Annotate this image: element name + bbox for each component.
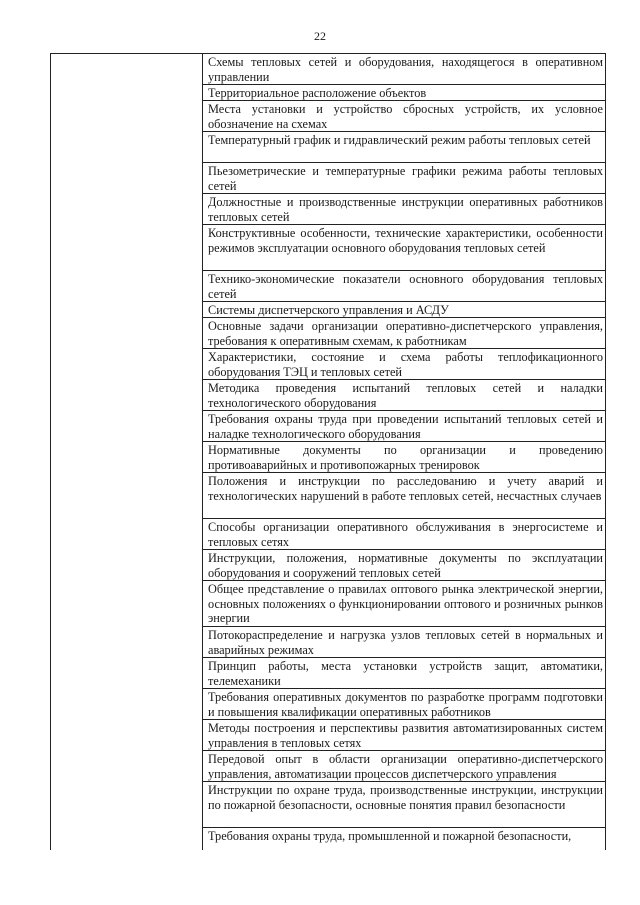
knowledge-table [50, 53, 606, 850]
table-row: Требования оперативных документов по разработке программ подготовки и повышения квалификации оперативных работников [203, 689, 605, 720]
table-row: Должностные и производственные инструкции оперативных работников тепловых сетей [203, 194, 605, 225]
table-row: Территориальное расположение объектов [203, 85, 605, 101]
table-left-column [51, 54, 203, 850]
table-row: Требования охраны труда, промышленной и пожарной безопасности, [208, 829, 572, 843]
table-row: Общее представление о правилах оптового рынка электрической энергии, основных положениях о функционировании оптового и розничных рынков энергии [203, 581, 605, 627]
table-row: Принцип работы, места установки устройств защит, автоматики, телемеханики [203, 658, 605, 689]
table-row: Методика проведения испытаний тепловых сетей и наладки технологического оборудования [203, 380, 605, 411]
table-row: Методы построения и перспективы развития автоматизированных систем управления в тепловых сетях [203, 720, 605, 751]
table-row: Потокораспределение и нагрузка узлов тепловых сетей в нормальных и аварийных режимах [203, 627, 605, 658]
table-row: Положения и инструкции по расследованию и учету аварий и технологических нарушений в работе тепловых сетей, несчастных случаев [203, 473, 605, 519]
page-number: 22 [314, 29, 326, 43]
table-row: Пьезометрические и температурные графики режима работы тепловых сетей [203, 163, 605, 194]
table-row: Системы диспетчерского управления и АСДУ [203, 302, 605, 318]
table-row: Характеристики, состояние и схема работы теплофикационного оборудования ТЭЦ и тепловых сетей [203, 349, 605, 380]
table-row: Способы организации оперативного обслуживания в энергосистеме и тепловых сетях [203, 519, 605, 550]
table-row: Места установки и устройство сбросных устройств, их условное обозначение на схемах [203, 101, 605, 132]
table-row: Инструкции, положения, нормативные документы по эксплуатации оборудования и сооружений тепловых сетей [203, 550, 605, 581]
table-row: Инструкции по охране труда, производственные инструкции, инструкции по пожарной безопасности, основные понятия правил безопасности [203, 782, 605, 828]
table-row: Передовой опыт в области организации оперативно-диспетчерского управления, автоматизации процессов диспетчерского управления [203, 751, 605, 782]
table-row: Основные задачи организации оперативно-диспетчерского управления, требования к оперативным схемам, к работникам [203, 318, 605, 349]
table-row: Схемы тепловых сетей и оборудования, находящегося в оперативном управлении [203, 54, 605, 85]
table-row: Нормативные документы по организации и проведению противоаварийных и противопожарных тренировок [203, 442, 605, 473]
table-rows [203, 54, 605, 850]
table-row: Температурный график и гидравлический режим работы тепловых сетей [203, 132, 605, 163]
table-row: Конструктивные особенности, технические характеристики, особенности режимов эксплуатации основного оборудования тепловых сетей [203, 225, 605, 271]
table-row: Технико-экономические показатели основного оборудования тепловых сетей [203, 271, 605, 302]
table-row: Требования охраны труда при проведении испытаний тепловых сетей и наладке технологического оборудования [203, 411, 605, 442]
